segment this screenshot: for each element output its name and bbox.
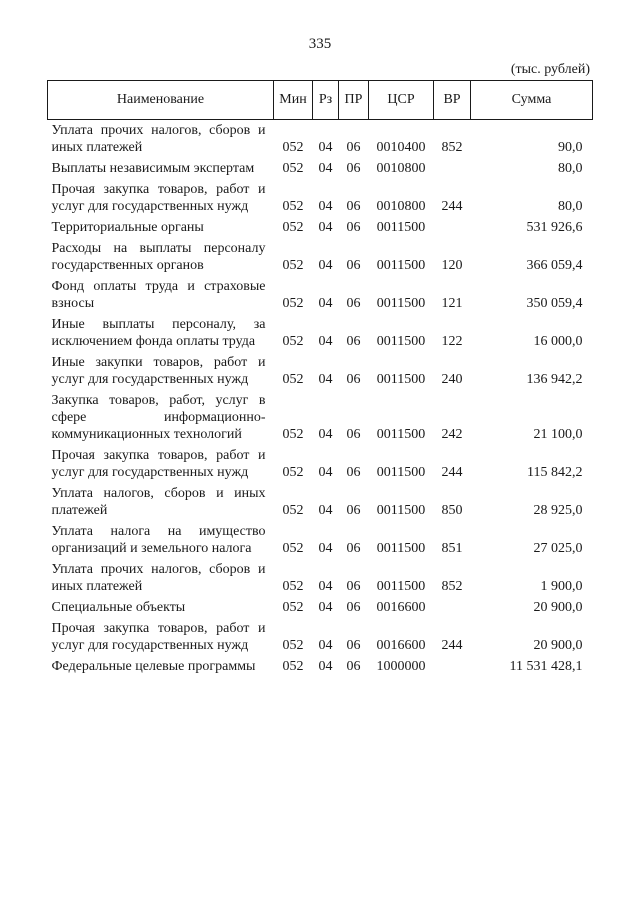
cell-pr: 06: [346, 541, 361, 556]
cell-pr: 06: [346, 161, 361, 176]
cell-rz: 04: [318, 427, 333, 442]
cell-rz: 04: [318, 372, 333, 387]
cell-name: Выплаты независимым экспертам: [51, 161, 255, 176]
cell-min: 052: [282, 258, 304, 273]
units-label: (тыс. рублей): [510, 62, 590, 77]
cell-sum: 20 900,0: [533, 638, 583, 653]
cell-vr: 244: [441, 199, 463, 214]
cell-min: 052: [282, 334, 304, 349]
header-name: Наименование: [48, 81, 274, 120]
cell-min: 052: [282, 579, 304, 594]
cell-min: 052: [282, 220, 304, 235]
table-header-row: [48, 81, 593, 120]
cell-vr: 242: [441, 427, 463, 442]
cell-name: Уплата налогов, сборов и иных платежей: [51, 486, 266, 518]
cell-vr: [434, 156, 471, 177]
table-row: [48, 388, 593, 443]
cell-vr: 852: [441, 579, 463, 594]
budget-table: [47, 80, 593, 675]
cell-rz: 04: [318, 600, 333, 615]
table-row: [48, 557, 593, 595]
cell-min: 052: [282, 638, 304, 653]
cell-pr: 06: [346, 659, 361, 674]
cell-min: 052: [282, 600, 304, 615]
cell-min: 052: [282, 140, 304, 155]
cell-pr: 06: [346, 140, 361, 155]
cell-csr: 1000000: [376, 659, 426, 674]
cell-pr: 06: [346, 220, 361, 235]
cell-min: 052: [282, 372, 304, 387]
header-csr: ЦСР: [369, 81, 434, 120]
cell-min: 052: [282, 161, 304, 176]
table-row: [48, 616, 593, 654]
header-vr: ВР: [434, 81, 471, 120]
header-rz: Рз: [313, 81, 339, 120]
table-row: [48, 215, 593, 236]
cell-pr: 06: [346, 503, 361, 518]
table-row: [48, 312, 593, 350]
cell-rz: 04: [318, 638, 333, 653]
cell-csr: 0011500: [376, 258, 426, 273]
table-row: [48, 443, 593, 481]
cell-pr: 06: [346, 600, 361, 615]
cell-csr: 0011500: [376, 334, 426, 349]
table-row: [48, 274, 593, 312]
cell-csr: 0010400: [376, 140, 426, 155]
cell-name: Территориальные органы: [51, 220, 204, 235]
cell-csr: 0011500: [376, 541, 426, 556]
cell-sum: 1 900,0: [540, 579, 583, 594]
cell-rz: 04: [318, 199, 333, 214]
cell-csr: 0011500: [376, 465, 426, 480]
cell-min: 052: [282, 659, 304, 674]
cell-sum: 80,0: [558, 199, 583, 214]
cell-pr: 06: [346, 638, 361, 653]
table-row: [48, 350, 593, 388]
table-row: [48, 595, 593, 616]
table-row: [48, 519, 593, 557]
table-body: [48, 120, 593, 676]
cell-sum: 115 842,2: [527, 465, 583, 480]
cell-name: Иные закупки товаров, работ и услуг для государственных нужд: [51, 355, 266, 387]
cell-name: Прочая закупка товаров, работ и услуг для государственных нужд: [51, 448, 266, 480]
cell-csr: 0011500: [376, 372, 426, 387]
cell-min: 052: [282, 465, 304, 480]
cell-rz: 04: [318, 659, 333, 674]
cell-vr: 120: [441, 258, 463, 273]
cell-name: Уплата прочих налогов, сборов и иных платежей: [51, 123, 266, 155]
cell-sum: 27 025,0: [533, 541, 583, 556]
cell-name: Иные выплаты персоналу, за исключением фонда оплаты труда: [51, 317, 266, 349]
cell-name: Уплата налога на имущество организаций и земельного налога: [51, 524, 266, 556]
cell-name: Прочая закупка товаров, работ и услуг для государственных нужд: [51, 182, 266, 214]
cell-rz: 04: [318, 579, 333, 594]
cell-sum: 11 531 428,1: [509, 659, 583, 674]
cell-vr: 852: [441, 140, 463, 155]
cell-csr: 0011500: [376, 579, 426, 594]
cell-min: 052: [282, 503, 304, 518]
cell-name: Федеральные целевые программы: [51, 659, 256, 674]
cell-csr: 0011500: [376, 220, 426, 235]
cell-rz: 04: [318, 465, 333, 480]
table-row: [48, 236, 593, 274]
cell-sum: 21 100,0: [533, 427, 583, 442]
cell-vr: 851: [441, 541, 463, 556]
cell-name: Специальные объекты: [51, 600, 186, 615]
cell-sum: 28 925,0: [533, 503, 583, 518]
cell-csr: 0011500: [376, 503, 426, 518]
cell-sum: 350 059,4: [526, 296, 583, 311]
cell-pr: 06: [346, 199, 361, 214]
cell-rz: 04: [318, 161, 333, 176]
cell-min: 052: [282, 199, 304, 214]
cell-pr: 06: [346, 334, 361, 349]
cell-vr: 240: [441, 372, 463, 387]
cell-csr: 0011500: [376, 296, 426, 311]
cell-vr: 121: [441, 296, 463, 311]
cell-pr: 06: [346, 372, 361, 387]
cell-sum: 90,0: [558, 140, 583, 155]
table-row: [48, 177, 593, 215]
cell-min: 052: [282, 296, 304, 311]
table-row: [48, 156, 593, 177]
cell-pr: 06: [346, 258, 361, 273]
table-row: [48, 120, 593, 157]
cell-csr: 0010800: [376, 161, 426, 176]
header-min: Мин: [274, 81, 313, 120]
cell-rz: 04: [318, 503, 333, 518]
cell-csr: 0016600: [376, 600, 426, 615]
cell-name: Фонд оплаты труда и страховые взносы: [51, 279, 266, 311]
table-row: [48, 481, 593, 519]
cell-csr: 0010800: [376, 199, 426, 214]
cell-name: Расходы на выплаты персоналу государственных органов: [51, 241, 266, 273]
cell-pr: 06: [346, 427, 361, 442]
cell-sum: 20 900,0: [533, 600, 583, 615]
cell-pr: 06: [346, 296, 361, 311]
cell-min: 052: [282, 541, 304, 556]
header-pr: ПР: [339, 81, 369, 120]
cell-sum: 136 942,2: [526, 372, 583, 387]
cell-pr: 06: [346, 579, 361, 594]
cell-rz: 04: [318, 296, 333, 311]
cell-rz: 04: [318, 140, 333, 155]
cell-vr: 850: [441, 503, 463, 518]
cell-rz: 04: [318, 258, 333, 273]
cell-name: Прочая закупка товаров, работ и услуг для государственных нужд: [51, 621, 266, 653]
cell-pr: 06: [346, 465, 361, 480]
cell-sum: 80,0: [558, 161, 583, 176]
cell-sum: 16 000,0: [533, 334, 583, 349]
cell-sum: 366 059,4: [526, 258, 583, 273]
cell-vr: 122: [441, 334, 463, 349]
cell-rz: 04: [318, 220, 333, 235]
page-number: 335: [308, 36, 332, 52]
cell-name: Закупка товаров, работ, услуг в сфере информационно-коммуникационных технологий: [51, 393, 266, 442]
cell-csr: 0016600: [376, 638, 426, 653]
cell-name: Уплата прочих налогов, сборов и иных платежей: [51, 562, 266, 594]
cell-min: 052: [282, 427, 304, 442]
cell-vr: [434, 595, 471, 616]
cell-vr: 244: [441, 465, 463, 480]
table-row: [48, 654, 593, 675]
cell-csr: 0011500: [376, 427, 426, 442]
cell-rz: 04: [318, 334, 333, 349]
cell-sum: 531 926,6: [526, 220, 583, 235]
header-sum: Сумма: [471, 81, 593, 120]
cell-vr: [434, 654, 471, 675]
cell-rz: 04: [318, 541, 333, 556]
cell-vr: 244: [441, 638, 463, 653]
cell-vr: [434, 215, 471, 236]
